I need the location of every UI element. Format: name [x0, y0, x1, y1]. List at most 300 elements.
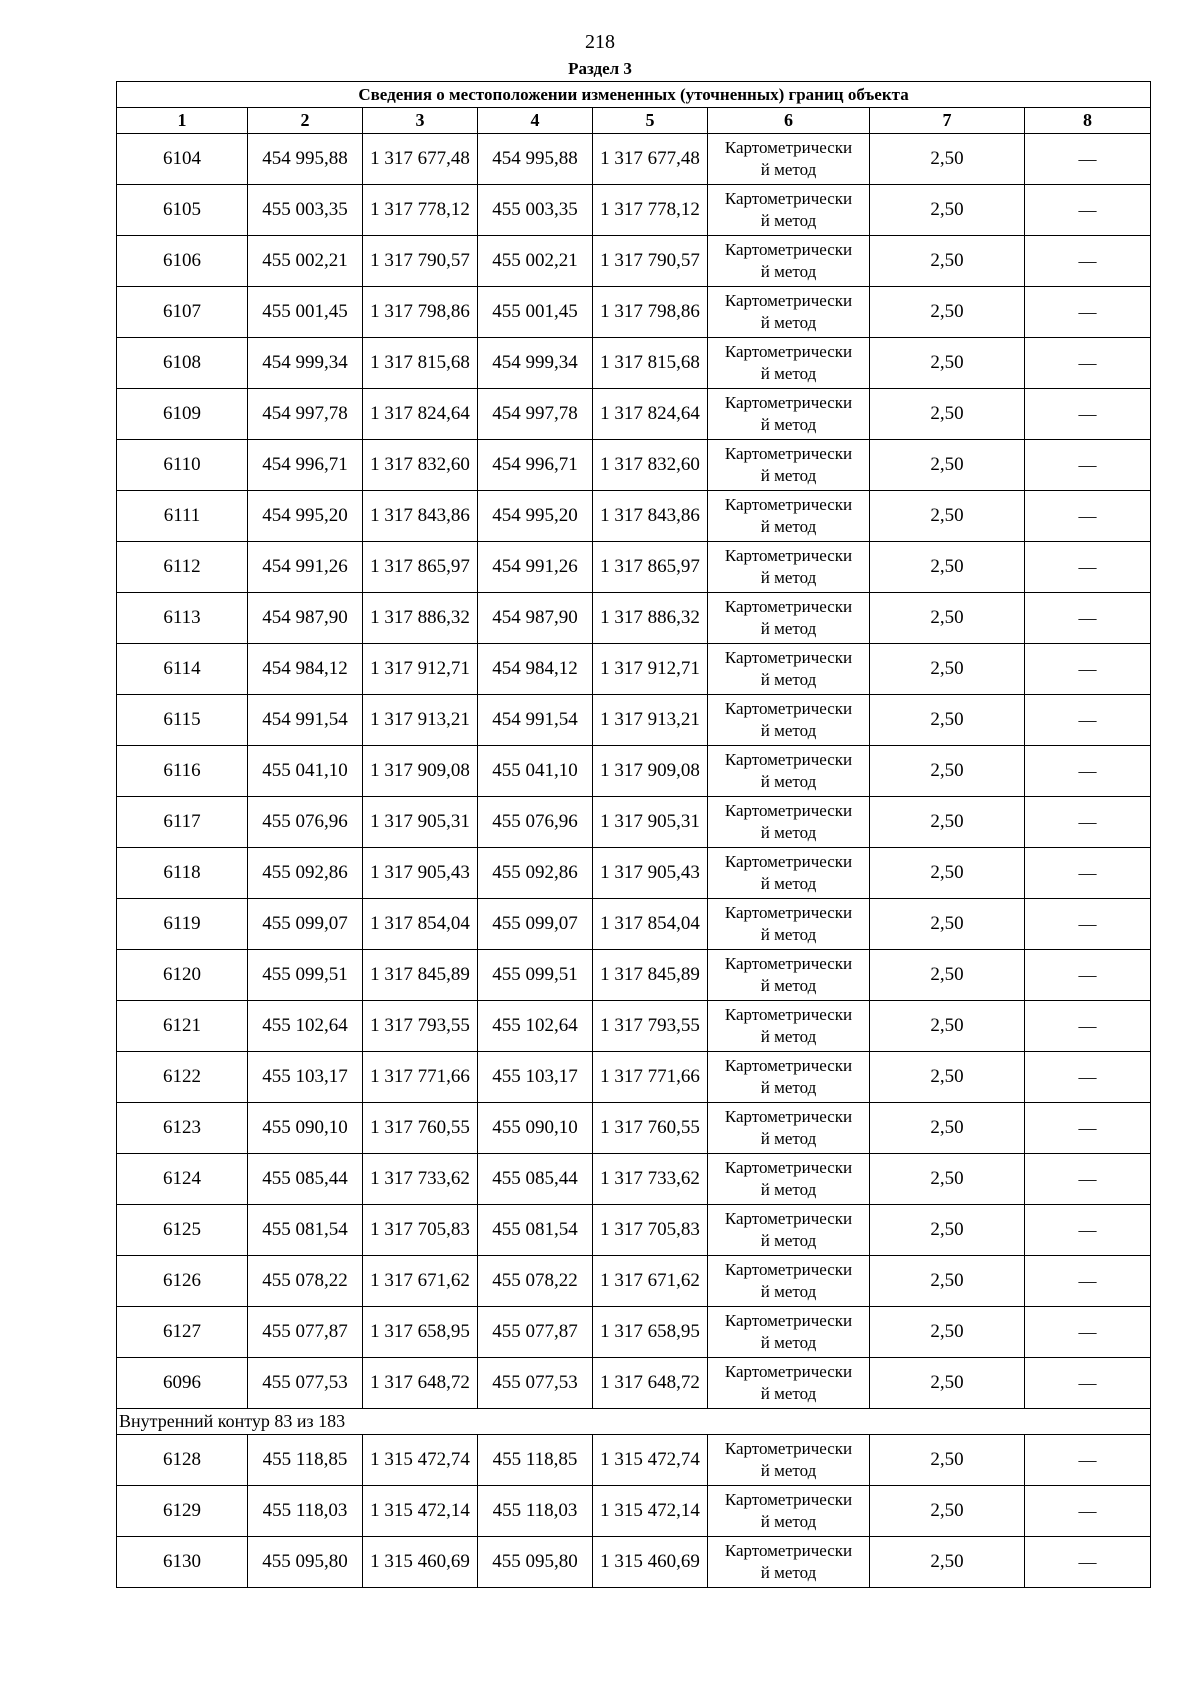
method-cell: [708, 746, 870, 797]
coordinate-cell: 1 317 865,97: [363, 542, 478, 593]
accuracy-cell: 2,50: [870, 287, 1025, 338]
accuracy-cell: 2,50: [870, 1205, 1025, 1256]
description-cell: —: [1025, 236, 1151, 287]
coordinate-cell: 1 317 760,55: [363, 1103, 478, 1154]
accuracy-cell: 2,50: [870, 542, 1025, 593]
coordinate-cell: 1 317 677,48: [593, 134, 708, 185]
table-row: [117, 1205, 1151, 1256]
description-cell: —: [1025, 1052, 1151, 1103]
method-text-line: й метод: [760, 721, 817, 740]
coordinate-cell: 1 317 843,86: [363, 491, 478, 542]
accuracy-cell: 2,50: [870, 848, 1025, 899]
coordinate-cell: 1 317 824,64: [363, 389, 478, 440]
point-number-cell: 6117: [117, 797, 248, 848]
accuracy-cell: 2,50: [870, 1358, 1025, 1409]
description-cell: —: [1025, 440, 1151, 491]
accuracy-cell: 2,50: [870, 1256, 1025, 1307]
coordinate-cell: 1 317 778,12: [363, 185, 478, 236]
coordinates-table-container: [116, 81, 1150, 1588]
table-row: [117, 695, 1151, 746]
method-text-line: й метод: [760, 823, 817, 842]
method-cell: [708, 236, 870, 287]
accuracy-cell: 2,50: [870, 899, 1025, 950]
method-text-line: Картометрически: [724, 393, 853, 412]
coordinate-cell: 455 085,44: [478, 1154, 593, 1205]
method-text-line: й метод: [760, 1512, 817, 1531]
table-row: [117, 593, 1151, 644]
description-cell: —: [1025, 797, 1151, 848]
accuracy-cell: 2,50: [870, 746, 1025, 797]
coordinate-cell: 1 317 793,55: [593, 1001, 708, 1052]
method-text-line: Картометрически: [724, 1158, 853, 1177]
coordinate-cell: 1 317 905,31: [363, 797, 478, 848]
coordinate-cell: 455 001,45: [478, 287, 593, 338]
accuracy-cell: 2,50: [870, 389, 1025, 440]
point-number-cell: 6112: [117, 542, 248, 593]
coordinate-cell: 455 099,51: [248, 950, 363, 1001]
accuracy-cell: 2,50: [870, 1052, 1025, 1103]
method-text-line: й метод: [760, 1078, 817, 1097]
coordinate-cell: 1 317 705,83: [363, 1205, 478, 1256]
coordinate-cell: 1 317 865,97: [593, 542, 708, 593]
point-number-cell: 6130: [117, 1537, 248, 1588]
method-text-line: Картометрически: [724, 1107, 853, 1126]
method-text-line: Картометрически: [724, 699, 853, 718]
point-number-cell: 6096: [117, 1358, 248, 1409]
coordinate-cell: 454 995,88: [478, 134, 593, 185]
description-cell: —: [1025, 1307, 1151, 1358]
coordinate-cell: 1 315 460,69: [363, 1537, 478, 1588]
description-cell: —: [1025, 185, 1151, 236]
method-text-line: й метод: [760, 568, 817, 587]
method-text-line: Картометрически: [724, 444, 853, 463]
coordinate-cell: 455 118,85: [248, 1435, 363, 1486]
coordinate-cell: 454 995,20: [478, 491, 593, 542]
method-text-line: й метод: [760, 211, 817, 230]
method-text-line: й метод: [760, 1231, 817, 1250]
table-row: [117, 1307, 1151, 1358]
method-text-line: Картометрически: [724, 1005, 853, 1024]
point-number-cell: 6113: [117, 593, 248, 644]
coordinate-cell: 454 984,12: [478, 644, 593, 695]
method-cell: [708, 1486, 870, 1537]
coordinate-cell: 455 118,03: [248, 1486, 363, 1537]
point-number-cell: 6123: [117, 1103, 248, 1154]
table-row: [117, 746, 1151, 797]
coordinate-cell: 454 996,71: [248, 440, 363, 491]
coordinate-cell: 1 317 845,89: [593, 950, 708, 1001]
description-cell: —: [1025, 593, 1151, 644]
column-header-row: [117, 108, 1151, 134]
accuracy-cell: 2,50: [870, 491, 1025, 542]
method-text-line: й метод: [760, 874, 817, 893]
table-row: [117, 491, 1151, 542]
method-text-line: й метод: [760, 415, 817, 434]
description-cell: —: [1025, 287, 1151, 338]
contour-subheading: Внутренний контур 83 из 183: [117, 1409, 1151, 1435]
description-cell: —: [1025, 1103, 1151, 1154]
point-number-cell: 6118: [117, 848, 248, 899]
method-text-line: Картометрически: [724, 342, 853, 361]
coordinate-cell: 1 317 677,48: [363, 134, 478, 185]
coordinate-cell: 455 078,22: [478, 1256, 593, 1307]
coordinate-cell: 1 315 460,69: [593, 1537, 708, 1588]
accuracy-cell: 2,50: [870, 797, 1025, 848]
description-cell: —: [1025, 389, 1151, 440]
coordinate-cell: 1 317 771,66: [363, 1052, 478, 1103]
method-text-line: Картометрически: [724, 495, 853, 514]
description-cell: —: [1025, 1358, 1151, 1409]
description-cell: —: [1025, 338, 1151, 389]
point-number-cell: 6111: [117, 491, 248, 542]
method-text-line: Картометрически: [724, 189, 853, 208]
method-cell: [708, 1001, 870, 1052]
coordinate-cell: 1 317 658,95: [363, 1307, 478, 1358]
coordinate-cell: 454 987,90: [478, 593, 593, 644]
method-text-line: й метод: [760, 160, 817, 179]
coordinate-cell: 1 317 854,04: [593, 899, 708, 950]
point-number-cell: 6104: [117, 134, 248, 185]
coordinate-cell: 454 995,88: [248, 134, 363, 185]
coordinate-cell: 455 003,35: [248, 185, 363, 236]
description-cell: —: [1025, 134, 1151, 185]
coordinate-cell: 1 317 905,43: [593, 848, 708, 899]
method-text-line: Картометрически: [724, 852, 853, 871]
description-cell: —: [1025, 1154, 1151, 1205]
method-text-line: Картометрически: [724, 138, 853, 157]
method-cell: [708, 1307, 870, 1358]
coordinate-cell: 455 102,64: [248, 1001, 363, 1052]
coordinate-cell: 455 095,80: [248, 1537, 363, 1588]
table-row: [117, 1001, 1151, 1052]
point-number-cell: 6115: [117, 695, 248, 746]
method-text-line: Картометрически: [724, 597, 853, 616]
method-cell: [708, 695, 870, 746]
coordinate-cell: 1 317 671,62: [593, 1256, 708, 1307]
table-row: [117, 1154, 1151, 1205]
coordinate-cell: 1 317 854,04: [363, 899, 478, 950]
table-row: [117, 644, 1151, 695]
method-text-line: Картометрически: [724, 1541, 853, 1560]
accuracy-cell: 2,50: [870, 593, 1025, 644]
description-cell: —: [1025, 491, 1151, 542]
table-row: [117, 389, 1151, 440]
method-cell: [708, 1205, 870, 1256]
coordinate-cell: 1 317 913,21: [593, 695, 708, 746]
coordinate-cell: 455 090,10: [478, 1103, 593, 1154]
coordinate-cell: 455 099,51: [478, 950, 593, 1001]
table-row: [117, 1537, 1151, 1588]
coordinate-cell: 1 317 705,83: [593, 1205, 708, 1256]
point-number-cell: 6124: [117, 1154, 248, 1205]
description-cell: —: [1025, 848, 1151, 899]
method-cell: [708, 287, 870, 338]
table-row: [117, 1435, 1151, 1486]
method-text-line: й метод: [760, 670, 817, 689]
method-cell: [708, 1256, 870, 1307]
coordinate-cell: 454 987,90: [248, 593, 363, 644]
method-text-line: й метод: [760, 772, 817, 791]
point-number-cell: 6121: [117, 1001, 248, 1052]
method-cell: [708, 950, 870, 1001]
coordinate-cell: 455 092,86: [248, 848, 363, 899]
column-header: 6: [708, 108, 870, 134]
coordinate-cell: 455 002,21: [478, 236, 593, 287]
method-text-line: й метод: [760, 976, 817, 995]
coordinate-cell: 454 997,78: [478, 389, 593, 440]
coordinate-cell: 455 090,10: [248, 1103, 363, 1154]
table-row: [117, 1256, 1151, 1307]
coordinate-cell: 1 317 798,86: [363, 287, 478, 338]
coordinate-cell: 455 081,54: [248, 1205, 363, 1256]
coordinate-cell: 1 315 472,74: [593, 1435, 708, 1486]
description-cell: —: [1025, 695, 1151, 746]
coordinate-cell: 1 317 658,95: [593, 1307, 708, 1358]
coordinate-cell: 455 085,44: [248, 1154, 363, 1205]
method-text-line: Картометрически: [724, 750, 853, 769]
coordinate-cell: 455 092,86: [478, 848, 593, 899]
coordinate-cell: 1 317 648,72: [593, 1358, 708, 1409]
coordinate-cell: 1 317 886,32: [363, 593, 478, 644]
column-header: 7: [870, 108, 1025, 134]
description-cell: —: [1025, 1486, 1151, 1537]
method-text-line: й метод: [760, 1027, 817, 1046]
coordinate-cell: 454 999,34: [478, 338, 593, 389]
method-text-line: Картометрически: [724, 1362, 853, 1381]
description-cell: —: [1025, 746, 1151, 797]
point-number-cell: 6119: [117, 899, 248, 950]
coordinate-cell: 455 099,07: [478, 899, 593, 950]
coordinate-cell: 1 317 912,71: [593, 644, 708, 695]
description-cell: —: [1025, 1256, 1151, 1307]
method-cell: [708, 491, 870, 542]
method-text-line: Картометрически: [724, 1056, 853, 1075]
coordinate-cell: 1 317 912,71: [363, 644, 478, 695]
coordinate-cell: 454 999,34: [248, 338, 363, 389]
point-number-cell: 6110: [117, 440, 248, 491]
method-cell: [708, 848, 870, 899]
table-row: [117, 1486, 1151, 1537]
coordinate-cell: 455 102,64: [478, 1001, 593, 1052]
coordinate-cell: 1 317 886,32: [593, 593, 708, 644]
table-row: [117, 236, 1151, 287]
method-cell: [708, 1358, 870, 1409]
coordinate-cell: 455 041,10: [248, 746, 363, 797]
table-row: [117, 542, 1151, 593]
method-cell: [708, 1537, 870, 1588]
method-text-line: Картометрически: [724, 1439, 853, 1458]
coordinate-cell: 454 997,78: [248, 389, 363, 440]
description-cell: —: [1025, 1001, 1151, 1052]
coordinate-cell: 454 991,26: [478, 542, 593, 593]
coordinate-cell: 1 317 905,31: [593, 797, 708, 848]
method-text-line: Картометрически: [724, 1260, 853, 1279]
method-cell: [708, 797, 870, 848]
coordinate-cell: 454 991,54: [478, 695, 593, 746]
method-text-line: й метод: [760, 466, 817, 485]
accuracy-cell: 2,50: [870, 695, 1025, 746]
accuracy-cell: 2,50: [870, 644, 1025, 695]
method-cell: [708, 134, 870, 185]
contour-subheading-row: [117, 1409, 1151, 1435]
accuracy-cell: 2,50: [870, 1435, 1025, 1486]
coordinate-cell: 1 317 760,55: [593, 1103, 708, 1154]
point-number-cell: 6116: [117, 746, 248, 797]
coordinate-cell: 455 041,10: [478, 746, 593, 797]
coordinate-cell: 455 078,22: [248, 1256, 363, 1307]
table-row: [117, 1358, 1151, 1409]
point-number-cell: 6122: [117, 1052, 248, 1103]
coordinate-cell: 1 317 845,89: [363, 950, 478, 1001]
method-cell: [708, 542, 870, 593]
coordinate-cell: 455 081,54: [478, 1205, 593, 1256]
coordinate-cell: 1 317 790,57: [363, 236, 478, 287]
method-cell: [708, 185, 870, 236]
table-caption-row: [117, 82, 1151, 108]
method-text-line: Картометрически: [724, 1490, 853, 1509]
method-cell: [708, 338, 870, 389]
coordinate-cell: 454 984,12: [248, 644, 363, 695]
description-cell: —: [1025, 644, 1151, 695]
table-row: [117, 287, 1151, 338]
column-header: 8: [1025, 108, 1151, 134]
accuracy-cell: 2,50: [870, 338, 1025, 389]
coordinate-cell: 1 317 815,68: [593, 338, 708, 389]
method-cell: [708, 644, 870, 695]
method-text-line: Картометрически: [724, 546, 853, 565]
method-text-line: Картометрически: [724, 954, 853, 973]
method-text-line: Картометрически: [724, 291, 853, 310]
column-header: 2: [248, 108, 363, 134]
method-text-line: Картометрически: [724, 1311, 853, 1330]
coordinate-cell: 1 317 648,72: [363, 1358, 478, 1409]
coordinate-cell: 454 995,20: [248, 491, 363, 542]
accuracy-cell: 2,50: [870, 134, 1025, 185]
method-cell: [708, 1103, 870, 1154]
method-cell: [708, 1154, 870, 1205]
coordinate-cell: 455 077,87: [478, 1307, 593, 1358]
coordinate-cell: 1 317 909,08: [363, 746, 478, 797]
point-number-cell: 6109: [117, 389, 248, 440]
point-number-cell: 6127: [117, 1307, 248, 1358]
coordinate-cell: 1 317 913,21: [363, 695, 478, 746]
accuracy-cell: 2,50: [870, 1486, 1025, 1537]
coordinate-cell: 1 317 832,60: [593, 440, 708, 491]
method-cell: [708, 440, 870, 491]
coordinate-cell: 454 996,71: [478, 440, 593, 491]
coordinate-cell: 455 118,03: [478, 1486, 593, 1537]
accuracy-cell: 2,50: [870, 1103, 1025, 1154]
coordinates-table: [116, 81, 1151, 1588]
accuracy-cell: 2,50: [870, 440, 1025, 491]
coordinate-cell: 455 001,45: [248, 287, 363, 338]
description-cell: —: [1025, 1537, 1151, 1588]
point-number-cell: 6108: [117, 338, 248, 389]
point-number-cell: 6128: [117, 1435, 248, 1486]
coordinate-cell: 455 103,17: [478, 1052, 593, 1103]
column-header: 5: [593, 108, 708, 134]
method-cell: [708, 389, 870, 440]
coordinate-cell: 455 002,21: [248, 236, 363, 287]
coordinate-cell: 1 317 793,55: [363, 1001, 478, 1052]
table-row: [117, 134, 1151, 185]
method-cell: [708, 1052, 870, 1103]
coordinate-cell: 1 315 472,14: [363, 1486, 478, 1537]
section-title: Раздел 3: [568, 59, 632, 78]
coordinate-cell: 455 099,07: [248, 899, 363, 950]
table-row: [117, 950, 1151, 1001]
coordinate-cell: 1 317 815,68: [363, 338, 478, 389]
point-number-cell: 6126: [117, 1256, 248, 1307]
description-cell: —: [1025, 1205, 1151, 1256]
coordinate-cell: 454 991,26: [248, 542, 363, 593]
method-text-line: й метод: [760, 364, 817, 383]
coordinate-cell: 1 317 843,86: [593, 491, 708, 542]
description-cell: —: [1025, 542, 1151, 593]
description-cell: —: [1025, 899, 1151, 950]
description-cell: —: [1025, 950, 1151, 1001]
method-text-line: й метод: [760, 619, 817, 638]
accuracy-cell: 2,50: [870, 1154, 1025, 1205]
coordinate-cell: 455 118,85: [478, 1435, 593, 1486]
method-text-line: й метод: [760, 1461, 817, 1480]
coordinate-cell: 1 317 671,62: [363, 1256, 478, 1307]
method-text-line: й метод: [760, 1563, 817, 1582]
method-cell: [708, 1435, 870, 1486]
method-text-line: й метод: [760, 1333, 817, 1352]
coordinate-cell: 1 317 798,86: [593, 287, 708, 338]
coordinate-cell: 1 317 771,66: [593, 1052, 708, 1103]
table-row: [117, 848, 1151, 899]
method-text-line: Картометрически: [724, 1209, 853, 1228]
column-header: 3: [363, 108, 478, 134]
coordinate-cell: 455 076,96: [478, 797, 593, 848]
table-row: [117, 185, 1151, 236]
method-text-line: й метод: [760, 1180, 817, 1199]
method-text-line: й метод: [760, 313, 817, 332]
table-row: [117, 1103, 1151, 1154]
table-row: [117, 797, 1151, 848]
method-cell: [708, 593, 870, 644]
coordinate-cell: 455 076,96: [248, 797, 363, 848]
accuracy-cell: 2,50: [870, 236, 1025, 287]
point-number-cell: 6107: [117, 287, 248, 338]
method-cell: [708, 899, 870, 950]
coordinate-cell: 1 317 905,43: [363, 848, 478, 899]
coordinate-cell: 1 317 824,64: [593, 389, 708, 440]
table-row: [117, 440, 1151, 491]
accuracy-cell: 2,50: [870, 1001, 1025, 1052]
coordinate-cell: 1 317 733,62: [593, 1154, 708, 1205]
page-number: 218: [585, 31, 615, 53]
coordinate-cell: 1 317 778,12: [593, 185, 708, 236]
point-number-cell: 6120: [117, 950, 248, 1001]
point-number-cell: 6105: [117, 185, 248, 236]
table-caption: Сведения о местоположении измененных (уточненных) границ объекта: [117, 82, 1151, 108]
coordinate-cell: 1 315 472,14: [593, 1486, 708, 1537]
point-number-cell: 6114: [117, 644, 248, 695]
accuracy-cell: 2,50: [870, 950, 1025, 1001]
method-text-line: Картометрически: [724, 801, 853, 820]
accuracy-cell: 2,50: [870, 1537, 1025, 1588]
method-text-line: й метод: [760, 1282, 817, 1301]
method-text-line: й метод: [760, 925, 817, 944]
method-text-line: Картометрически: [724, 648, 853, 667]
column-header: 4: [478, 108, 593, 134]
method-text-line: Картометрически: [724, 240, 853, 259]
coordinate-cell: 455 077,53: [248, 1358, 363, 1409]
table-row: [117, 338, 1151, 389]
